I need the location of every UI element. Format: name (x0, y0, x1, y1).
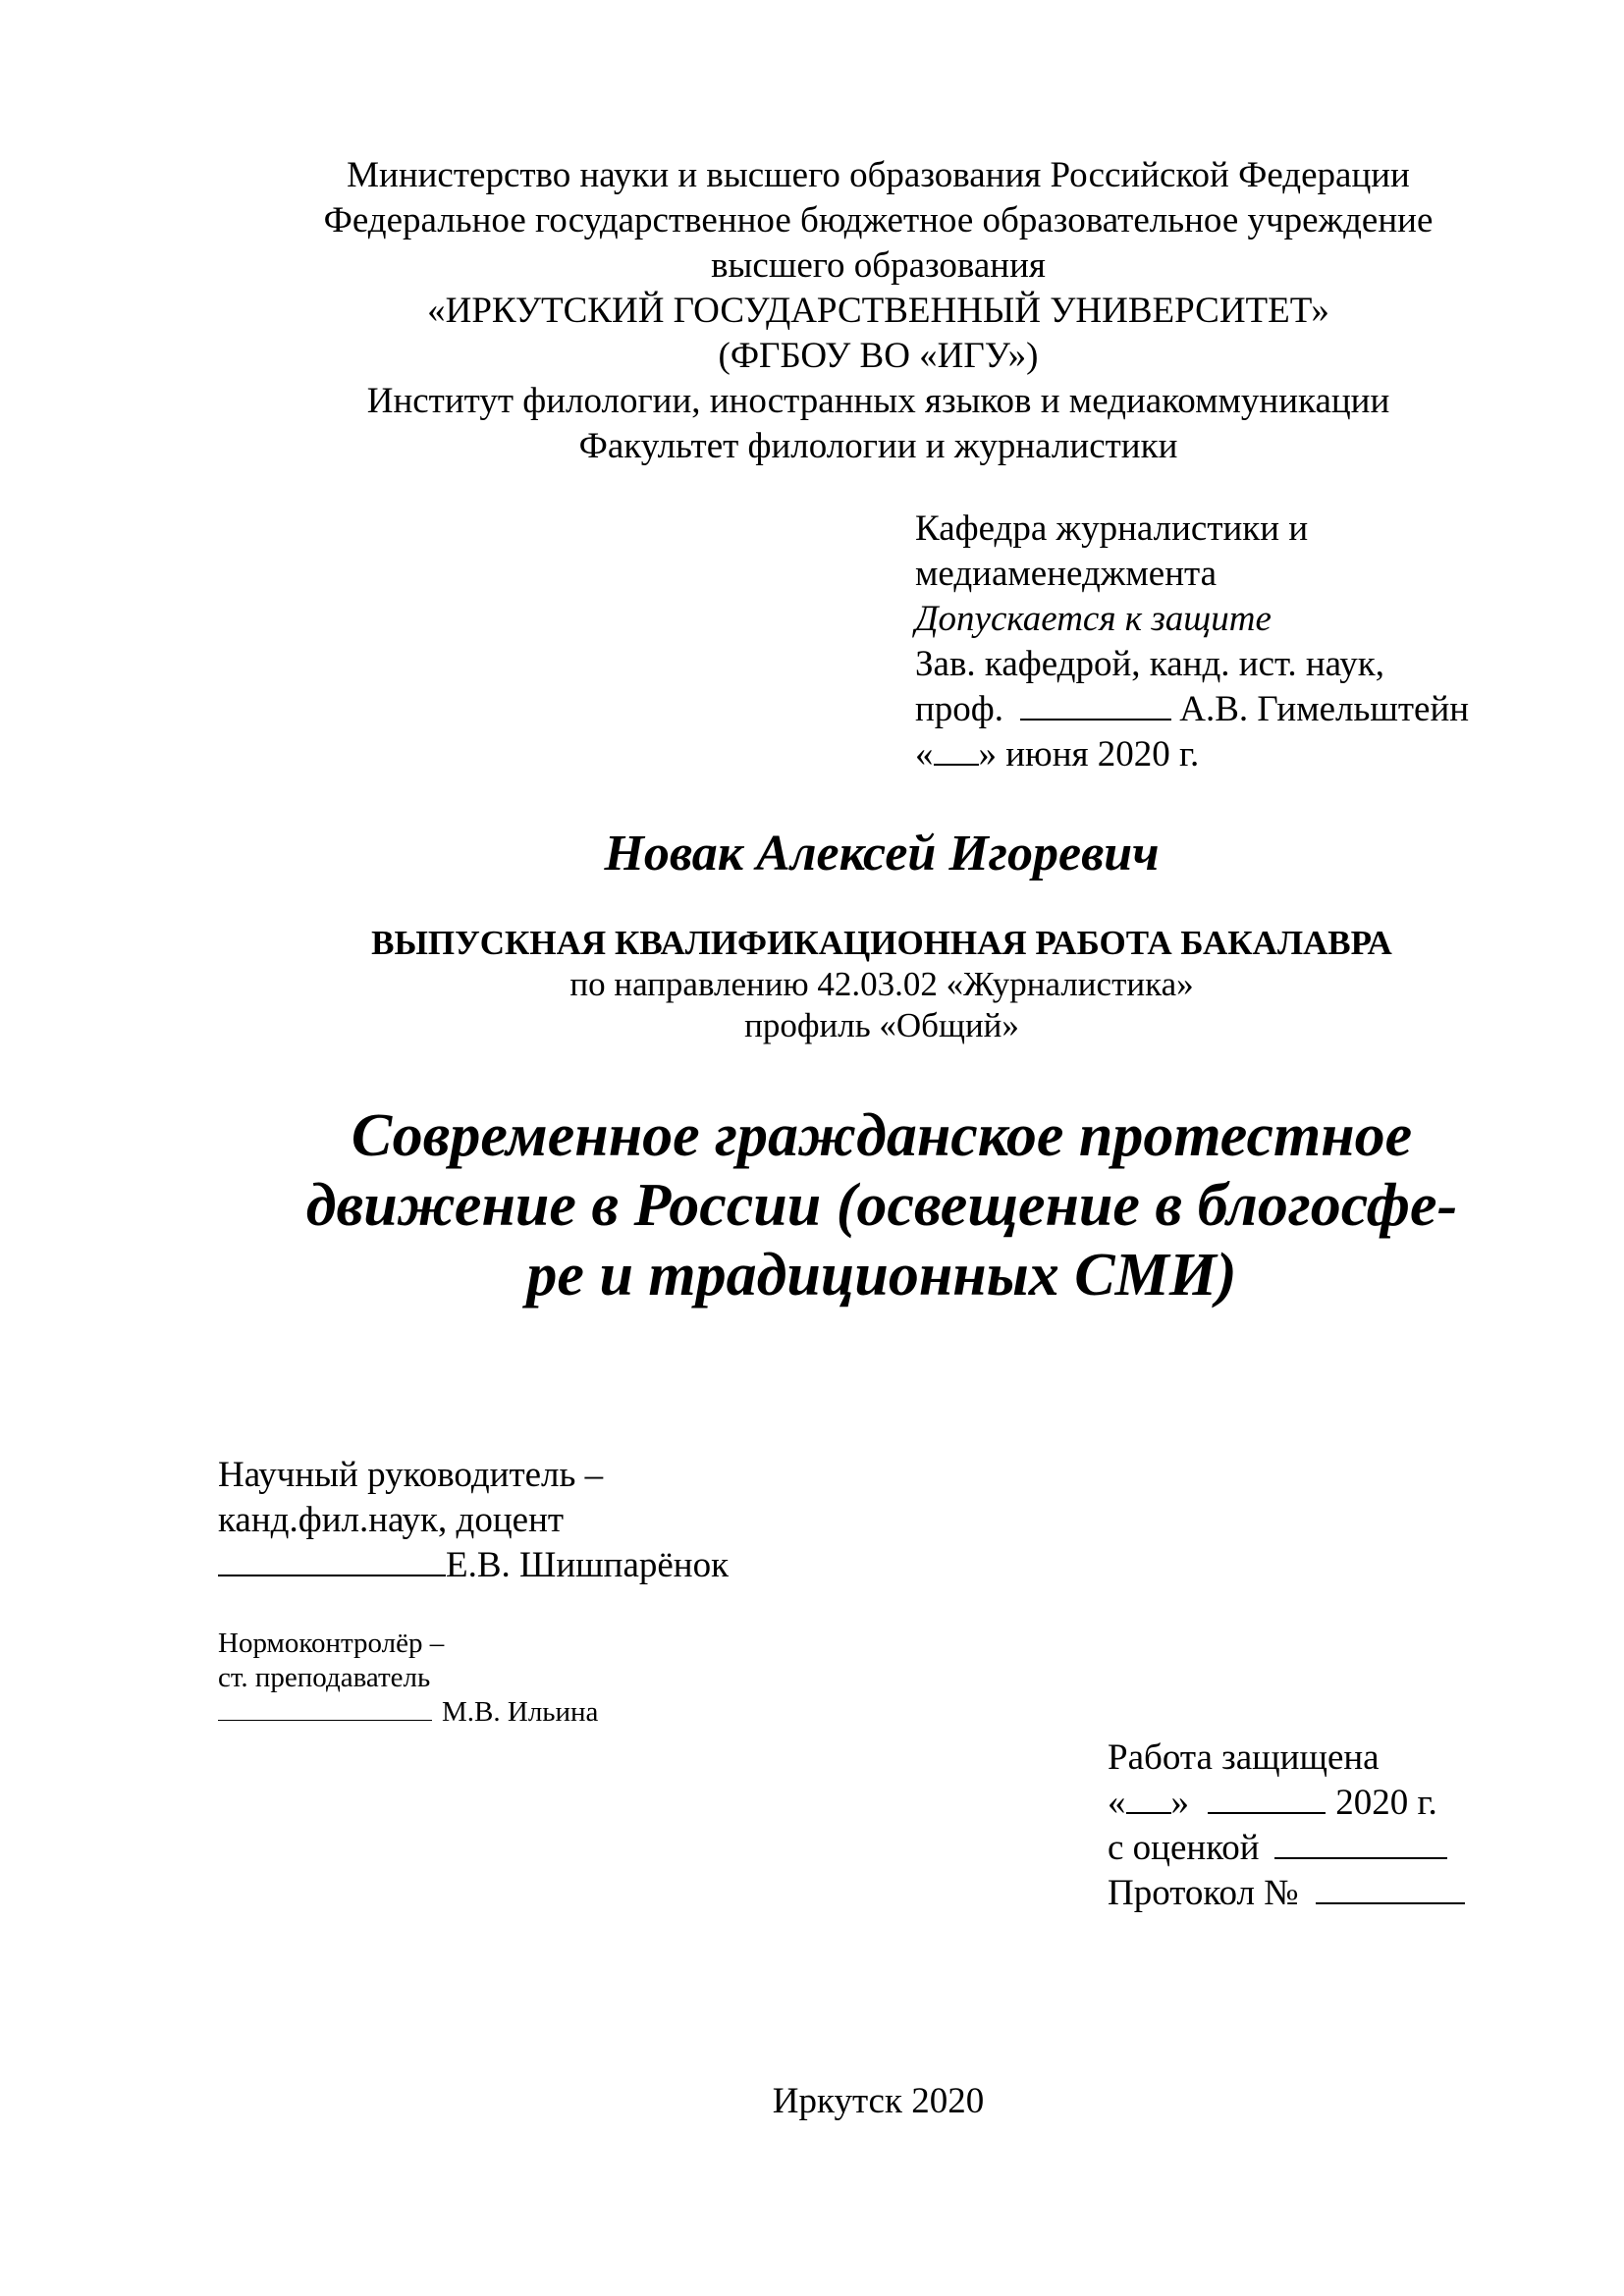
supervisor-signature-line (218, 1543, 729, 1588)
university-abbrev: (ФГБОУ ВО «ИГУ») (718, 336, 1039, 376)
admitted-to-defense: Допускается к защите (915, 599, 1272, 639)
protocol-line (1108, 1871, 1465, 1916)
work-type-block (0, 923, 1624, 1046)
head-position: Зав. кафедрой, канд. ист. наук, (915, 644, 1384, 684)
defense-block (1108, 1735, 1465, 1916)
date-quote-open: « (915, 734, 934, 774)
ministry-line: Министерство науки и высшего образования Российской Федерации (347, 155, 1410, 195)
city-year: Иркутск 2020 (772, 2081, 985, 2121)
supervisor-role: Научный руководитель – (218, 1455, 604, 1495)
grade-label: с оценкой (1108, 1828, 1260, 1868)
grade-blank (1274, 1830, 1447, 1859)
work-direction: по направлению 42.03.02 «Журналистика» (569, 965, 1194, 1003)
normocontrol-position: ст. преподаватель (218, 1662, 431, 1693)
defense-date-line (1108, 1781, 1465, 1826)
date-quote-open: « (1108, 1783, 1126, 1823)
defense-year: 2020 г. (1335, 1783, 1437, 1823)
protocol-label: Протокол № (1108, 1873, 1299, 1913)
education-level-line: высшего образования (711, 245, 1046, 286)
protocol-blank (1316, 1875, 1465, 1904)
approval-block (915, 507, 1469, 777)
date-quote-close: » (1170, 1783, 1189, 1823)
normocontrol-signature-line (218, 1695, 598, 1730)
normocontrol-name: М.В. Ильина (442, 1696, 599, 1728)
approval-date-line (915, 732, 1469, 777)
day-blank (934, 736, 979, 766)
institution-header (0, 153, 1624, 469)
department-line-2: медиаменеджмента (915, 554, 1218, 594)
department-line-1: Кафедра журналистики и (915, 508, 1309, 549)
normocontrol-role: Нормоконтролёр – (218, 1628, 445, 1659)
head-prefix: проф. (915, 689, 1004, 729)
work-profile: профиль «Общий» (744, 1006, 1019, 1044)
thesis-title (0, 1101, 1624, 1310)
university-name: «ИРКУТСКИЙ ГОСУДАРСТВЕННЫЙ УНИВЕРСИТЕТ» (427, 291, 1329, 331)
normocontrol-block (218, 1627, 598, 1730)
supervisor-name: Е.В. Шишпарёнок (446, 1545, 730, 1585)
institute-name: Институт филологии, иностранных языков и медиакоммуникации (366, 381, 1390, 421)
supervisor-block (218, 1453, 729, 1588)
signature-blank (218, 1547, 446, 1576)
title-line-1: Современное гражданское протестное (351, 1102, 1413, 1169)
supervisor-degree: канд.фил.наук, доцент (218, 1500, 565, 1540)
date-rest: » июня 2020 г. (978, 734, 1200, 774)
grade-line (1108, 1826, 1465, 1871)
title-line-3: ре и традиционных СМИ) (526, 1242, 1237, 1308)
defense-status: Работа защищена (1108, 1737, 1380, 1778)
head-signature-line (915, 687, 1469, 732)
faculty-name: Факультет филологии и журналистики (578, 426, 1178, 466)
signature-blank (1020, 691, 1171, 721)
head-name: А.В. Гимельштейн (1179, 689, 1470, 729)
institution-type-line: Федеральное государственное бюджетное образовательное учреждение (323, 200, 1434, 240)
title-line-2: движение в России (освещение в блогосфе- (305, 1172, 1458, 1239)
month-blank (1208, 1785, 1326, 1814)
author-name: Новак Алексей Игоревич (604, 826, 1160, 881)
signature-blank (218, 1698, 432, 1721)
work-type: ВЫПУСКНАЯ КВАЛИФИКАЦИОННАЯ РАБОТА БАКАЛАВРА (371, 924, 1392, 962)
day-blank (1126, 1785, 1171, 1814)
